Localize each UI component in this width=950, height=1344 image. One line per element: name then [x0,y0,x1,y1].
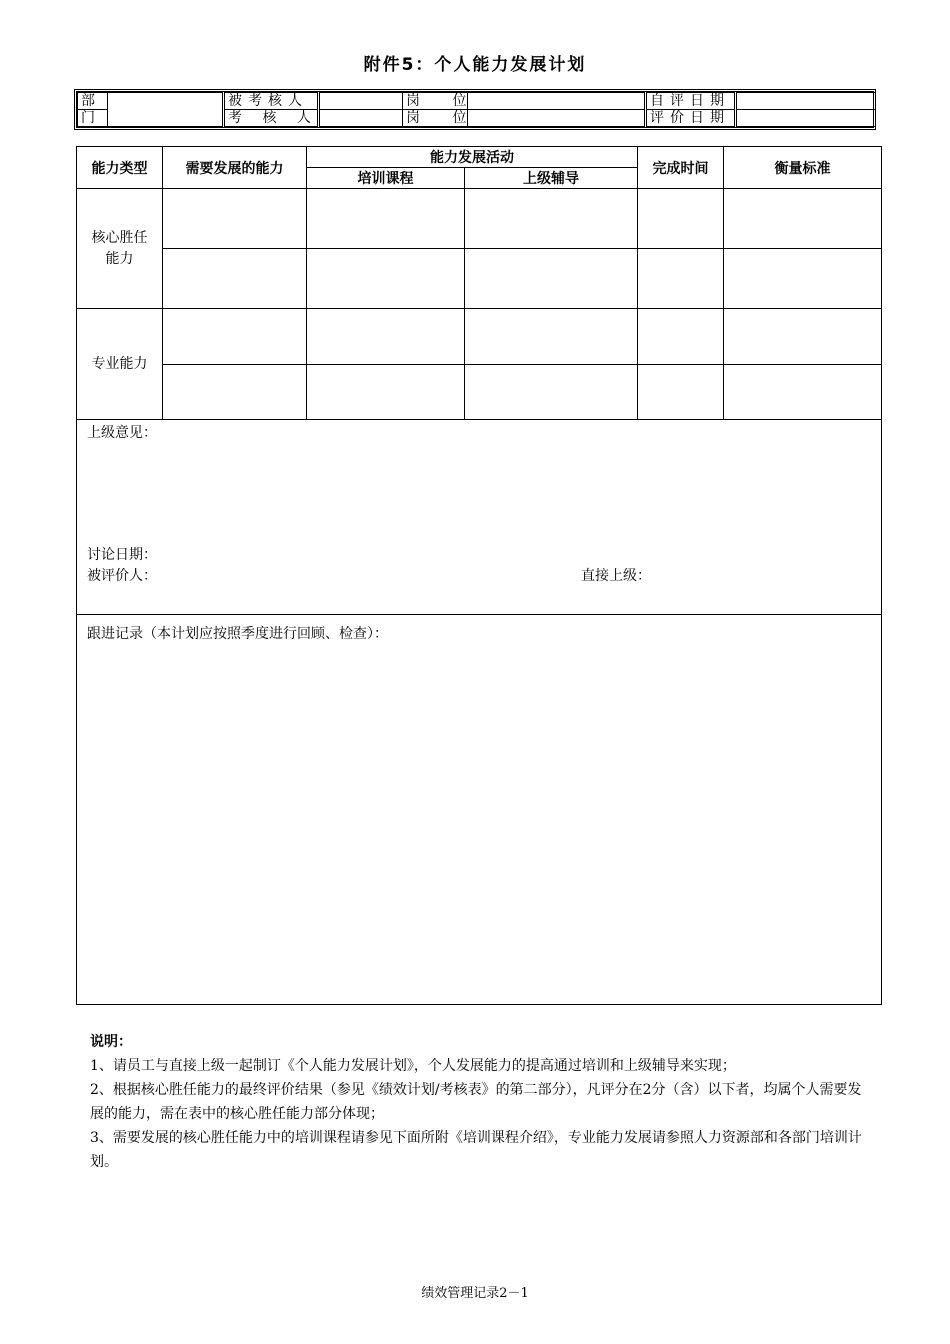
cell-input[interactable] [724,249,882,309]
cell-input[interactable] [465,249,638,309]
cell-input[interactable] [307,249,465,309]
followup-record-label: 跟进记录（本计划应按照季度进行回顾、检查）： [87,626,388,642]
cell-input[interactable] [465,365,638,420]
development-plan-table [76,146,882,1005]
row-label-core-competency [77,189,163,309]
cell-input[interactable] [465,309,638,365]
note-item: 3、需要发展的核心胜任能力中的培训课程请参见下面所附《培训课程介绍》，专业能力发展请参照人力资源部和各部门培训计划。 [90,1130,862,1170]
cell-input[interactable] [163,249,307,309]
header-training-course: 培训课程 [307,168,465,189]
cell-input[interactable] [638,365,724,420]
cell-input[interactable] [163,189,307,249]
cell-input[interactable] [724,365,882,420]
supervisor-opinion-label: 上级意见： [87,425,157,441]
dept-label: 部 [78,93,108,110]
row-label-professional [77,309,163,420]
note-item: 1、请员工与直接上级一起制订《个人能力发展计划》，个人发展能力的提高通过培训和上级辅导来实现； [90,1058,736,1074]
assessor-field[interactable] [319,110,403,127]
followup-record-section[interactable] [77,615,882,1005]
header-supervisor-coaching: 上级辅导 [465,168,638,189]
cell-input[interactable] [724,189,882,249]
header-ability-to-develop: 需要发展的能力 [163,147,307,189]
cell-input[interactable] [307,309,465,365]
self-eval-date-field[interactable] [736,93,876,110]
assessor-label: 考 核 人 [224,110,319,127]
cell-input[interactable] [638,309,724,365]
cell-input[interactable] [163,309,307,365]
employee-info-table [74,89,876,130]
notes-heading: 说明： [90,1034,132,1050]
cell-input[interactable] [465,189,638,249]
note-item: 2、根据核心胜任能力的最终评价结果（参见《绩效计划/考核表》的第二部分），凡评分在2分（含）以下者，均属个人需要发展的能力，需在表中的核心胜任能力部分体现； [90,1082,862,1122]
position-label-2: 岗 位 [403,110,468,127]
cell-input[interactable] [638,249,724,309]
dept-label-2: 门 [78,110,108,127]
assessee-sign-label: 被评价人： [87,568,157,584]
page-footer: 绩效管理记录2－1 [421,1286,529,1301]
header-activities: 能力发展活动 [307,147,638,168]
row-label-professional-line1: 专业能力 [91,355,148,372]
supervisor-opinion-section[interactable] [77,420,882,615]
assessee-label: 被考核人 [224,93,319,110]
direct-supervisor-label: 直接上级： [581,568,651,584]
self-eval-date-label: 自评日期 [646,93,736,110]
dept-field[interactable] [108,93,224,127]
page-title: 附件5：个人能力发展计划 [363,55,587,75]
cell-input[interactable] [724,309,882,365]
cell-input[interactable] [638,189,724,249]
assessor-position-field[interactable] [468,110,646,127]
row-label-core-line1: 核心胜任 [91,229,148,246]
eval-date-field[interactable] [736,110,876,127]
header-standard: 衡量标准 [724,147,882,189]
assessee-position-field[interactable] [468,93,646,110]
position-label: 岗 位 [403,93,468,110]
discussion-date-label: 讨论日期： [87,547,157,563]
cell-input[interactable] [307,365,465,420]
header-completion-time: 完成时间 [638,147,724,189]
notes-section [90,1030,870,1174]
header-ability-type: 能力类型 [77,147,163,189]
cell-input[interactable] [307,189,465,249]
assessee-field[interactable] [319,93,403,110]
row-label-core-line2: 能力 [105,250,134,267]
cell-input[interactable] [163,365,307,420]
eval-date-label: 评价日期 [646,110,736,127]
